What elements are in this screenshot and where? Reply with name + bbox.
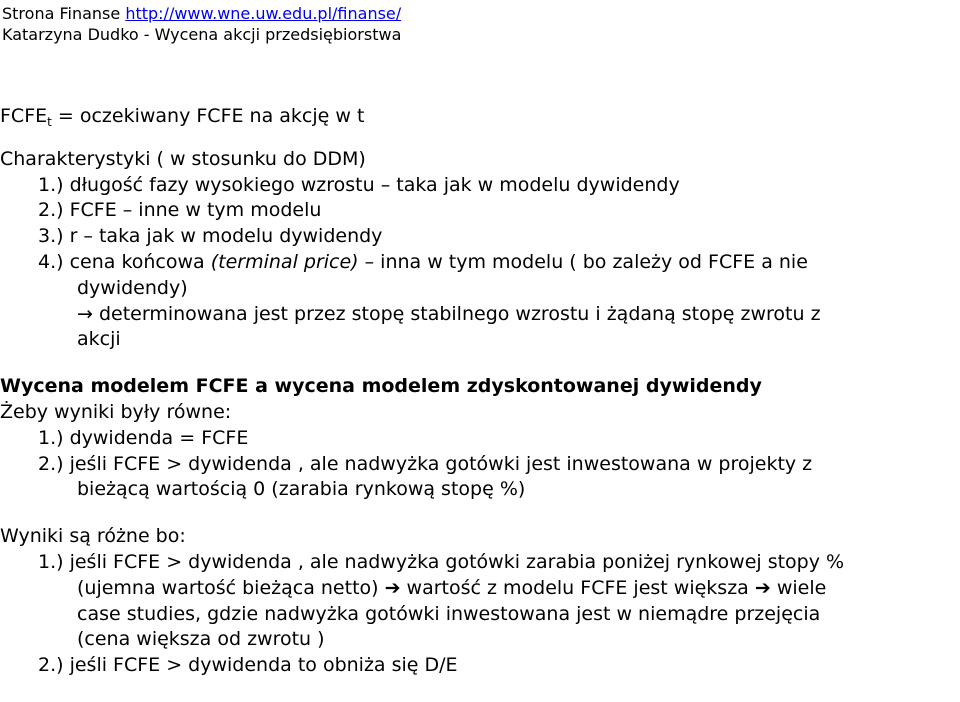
characteristics-item-4-continued: dywidendy) [77, 276, 188, 299]
header-line-2: Katarzyna Dudko - Wycena akcji przedsiębiorstwa [2, 25, 402, 44]
characteristics-item-3: 3.) r – taka jak w modelu dywidendy [38, 225, 383, 248]
page-header [2, 3, 401, 45]
characteristics-item-1: 1.) długość fazy wysokiego wzrostu – taka jak w modelu dywidendy [38, 173, 680, 196]
different-results-heading: Wyniki są różne bo: [0, 525, 186, 548]
equal-item-2-continued: bieżącą wartością 0 (zarabia rynkową stopę %) [77, 478, 526, 501]
header-site-label: Strona Finanse [2, 4, 126, 23]
bold-arrow-icon: ➔ [754, 576, 771, 599]
equal-item-2: 2.) jeśli FCFE > dywidenda , ale nadwyżka gotówki jest inwestowana w projekty z [38, 452, 813, 475]
characteristics-item-2: 2.) FCFE – inne w tym modelu [38, 199, 322, 222]
fcfe-definition: $FCFE_t$ = oczekiwany FCFE na akcję w t [0, 105, 365, 129]
header-line-1 [2, 3, 401, 24]
comparison-heading: Wycena modelem FCFE a wycena modelem zdyskontowanej dywidendy [0, 375, 762, 398]
equal-item-1: 1.) dywidenda = FCFE [38, 426, 249, 449]
characteristics-heading: Charakterystyki ( w stosunku do DDM) [0, 147, 366, 170]
equal-results-heading: Żeby wyniki były równe: [0, 400, 232, 423]
characteristics-item-4: 4.) cena końcowa (terminal price) – inna w tym modelu ( bo zależy od FCFE a nie [38, 250, 808, 273]
characteristics-arrow-continued: akcji [77, 328, 121, 351]
different-item-1-continued-3: (cena większa od zwrotu ) [77, 628, 325, 651]
different-item-1: 1.) jeśli FCFE > dywidenda , ale nadwyżka gotówki zarabia poniżej rynkowej stopy % [38, 550, 845, 573]
document-body [0, 104, 960, 679]
different-item-1-continued: (ujemna wartość bieżąca netto) ➔ wartość z modelu FCFE jest większa ➔ wiele [77, 576, 827, 599]
right-arrow-icon: → [77, 302, 93, 325]
header-link[interactable]: http://www.wne.uw.edu.pl/finanse/ [125, 4, 402, 23]
characteristics-arrow-line: → determinowana jest przez stopę stabilnego wzrostu i żądaną stopę zwrotu z [77, 302, 821, 325]
different-item-1-continued-2: case studies, gdzie nadwyżka gotówki inwestowana jest w niemądre przejęcia [77, 602, 821, 625]
bold-arrow-icon: ➔ [384, 576, 401, 599]
different-item-2: 2.) jeśli FCFE > dywidenda to obniża się D/E [38, 654, 458, 677]
